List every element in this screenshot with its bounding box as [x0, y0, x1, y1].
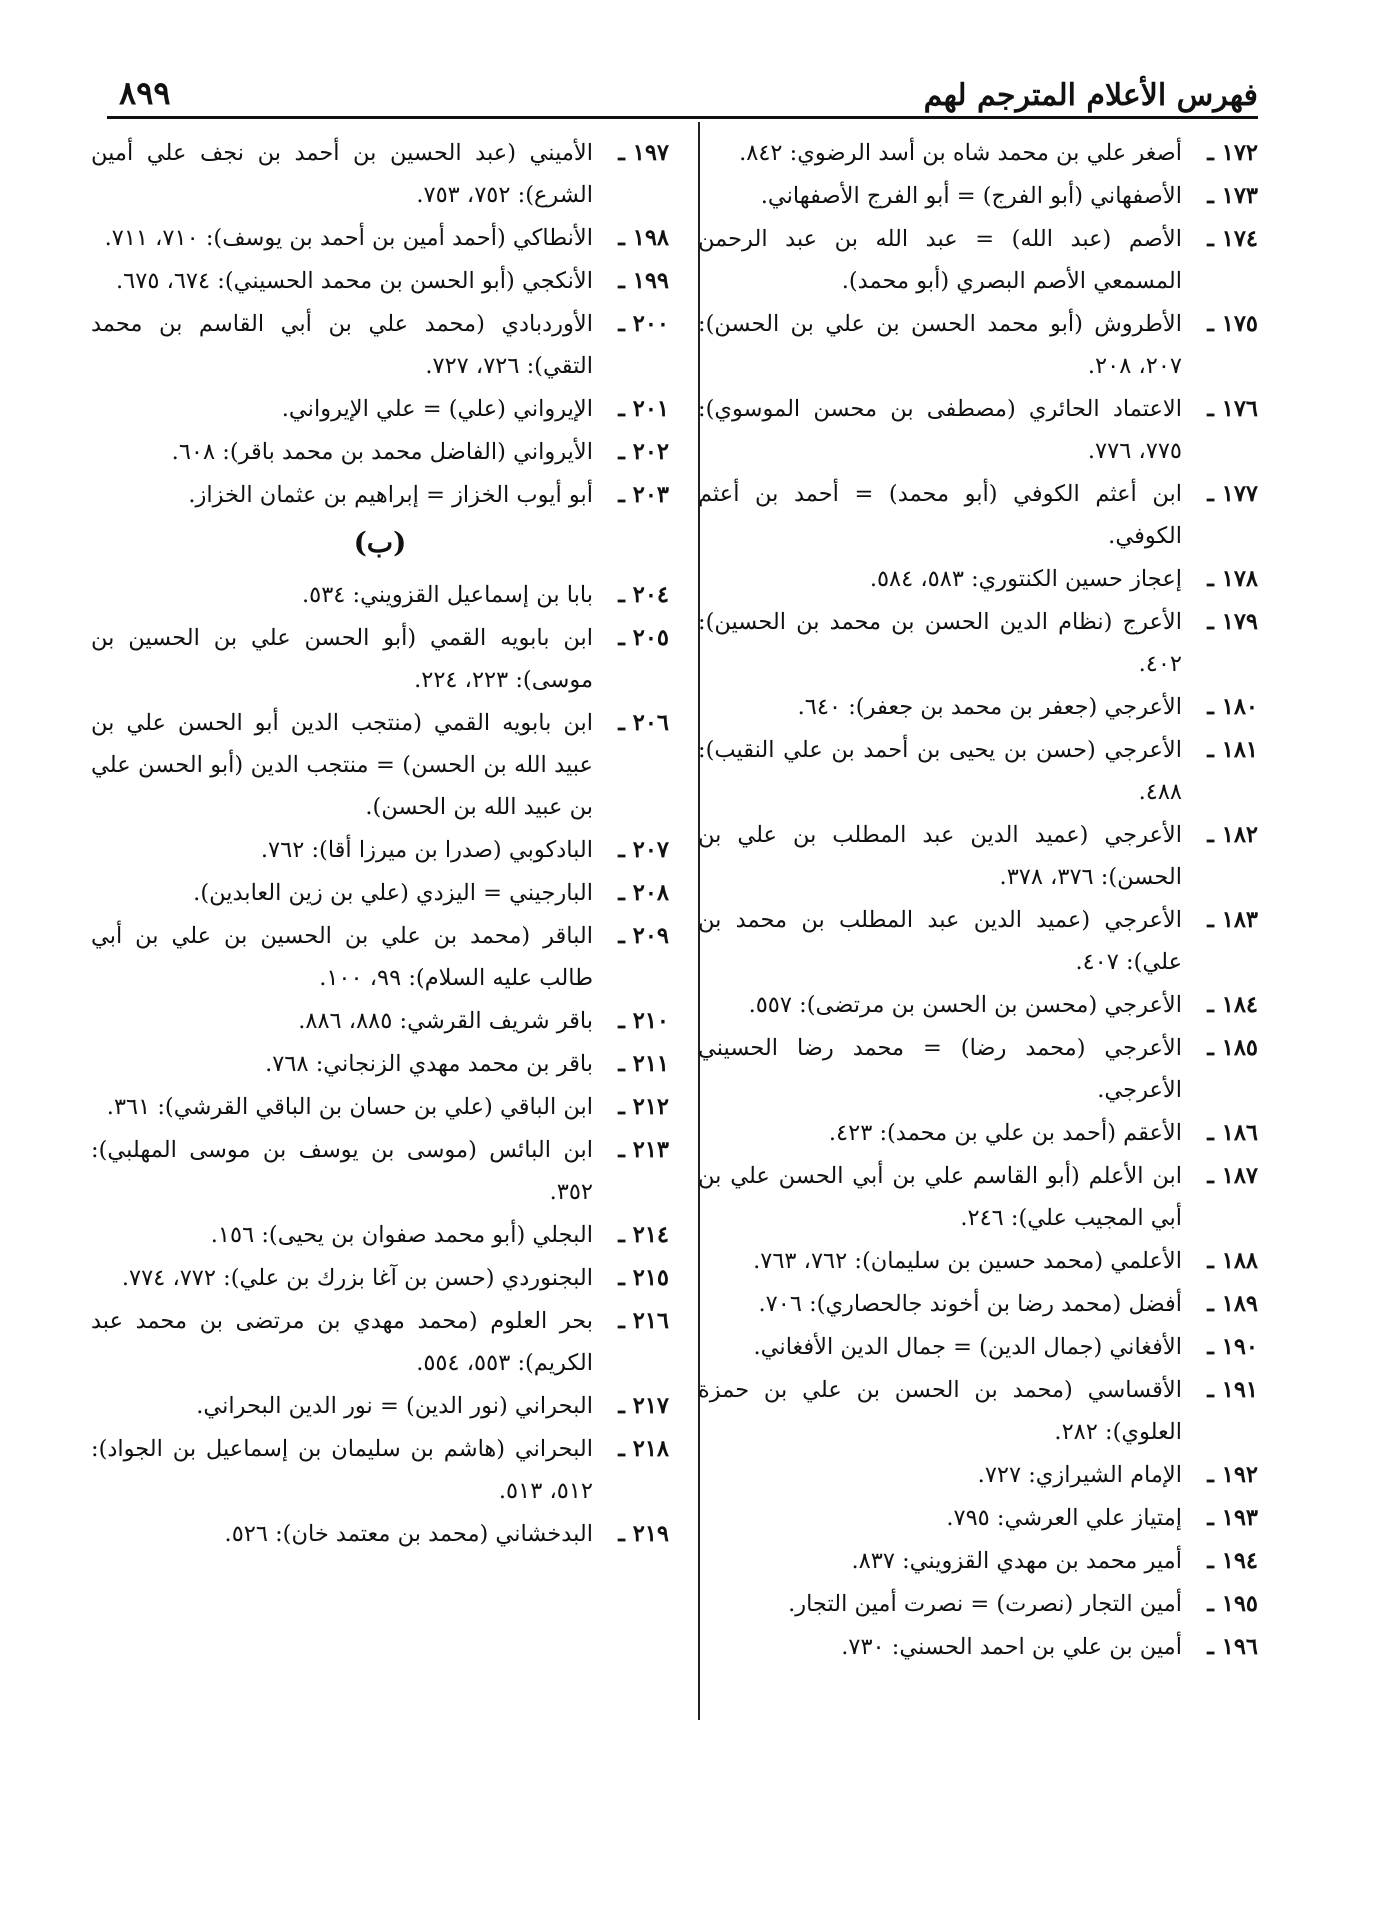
- entry-text: البادكوبي (صدرا بن ميرزا أقا): ٧٦٢.: [260, 837, 593, 863]
- entry-text: الأنكجي (أبو الحسن بن محمد الحسيني): ٦٧٤، ٦٧٥.: [116, 268, 593, 294]
- entry-text: الاعتماد الحائري (مصطفى بن محسن الموسوي): ٧٧٥، ٧٧٦.: [698, 396, 1182, 464]
- entry-text: الأقساسي (محمد بن الحسن بن علي بن حمزة العلوي): ٢٨٢.: [698, 1377, 1182, 1445]
- index-entry: [698, 814, 1258, 898]
- entry-number: ١٩٧ ـ: [618, 140, 669, 166]
- entry-text: البجنوردي (حسن بن آغا بزرك بن علي): ٧٧٢، ٧٧٤.: [121, 1265, 593, 1291]
- index-entry: [698, 132, 1258, 174]
- index-entry: [91, 1043, 669, 1085]
- entry-text: البارجيني = اليزدي (علي بن زين العابدين).: [193, 880, 593, 906]
- entry-number: ١٧٧ ـ: [1207, 481, 1258, 507]
- index-entry: [91, 1428, 669, 1512]
- entry-number: ٢١٠ ـ: [618, 1008, 669, 1034]
- entry-text: الباقر (محمد بن علي بن الحسين بن علي بن أبي طالب عليه السلام): ٩٩، ١٠٠.: [91, 923, 593, 991]
- entry-number: ٢٠٨ ـ: [618, 880, 669, 906]
- entry-number: ١٩٠ ـ: [1207, 1334, 1258, 1360]
- entry-number: ١٨٨ ـ: [1207, 1248, 1258, 1274]
- index-entry: [91, 915, 669, 999]
- entry-text: أصغر علي بن محمد شاه بن أسد الرضوي: ٨٤٢.: [739, 140, 1182, 166]
- entry-number: ١٨٤ ـ: [1207, 992, 1258, 1018]
- entry-number: ١٩٦ ـ: [1207, 1634, 1258, 1660]
- entry-number: ١٨٠ ـ: [1207, 694, 1258, 720]
- index-entry: [91, 1385, 669, 1427]
- entry-number: ١٨٩ ـ: [1207, 1291, 1258, 1317]
- right-column: [698, 132, 1258, 1669]
- index-entry: [698, 1155, 1258, 1239]
- entry-number: ١٩١ ـ: [1207, 1377, 1258, 1403]
- entry-number: ١٧٨ ـ: [1207, 566, 1258, 592]
- index-entry: [91, 1214, 669, 1256]
- entry-text: الأعرجي (محمد رضا) = محمد رضا الحسيني الأعرجي.: [698, 1035, 1182, 1103]
- entry-number: ١٧٥ ـ: [1207, 311, 1258, 337]
- entry-text: بابا بن إسماعيل القزويني: ٥٣٤.: [301, 582, 593, 608]
- entry-number: ٢١٦ ـ: [618, 1308, 669, 1334]
- entry-number: ٢١٨ ـ: [618, 1436, 669, 1462]
- entry-text: البدخشاني (محمد بن معتمد خان): ٥٢٦.: [224, 1521, 593, 1547]
- entry-number: ٢١٢ ـ: [618, 1094, 669, 1120]
- entry-number: ١٨٣ ـ: [1207, 907, 1258, 933]
- entry-text: أمير محمد بن مهدي القزويني: ٨٣٧.: [851, 1548, 1182, 1574]
- entry-text: الأوردبادي (محمد علي بن أبي القاسم بن محمد التقي): ٧٢٦، ٧٢٧.: [91, 311, 593, 379]
- entry-text: الأميني (عبد الحسين بن أحمد بن نجف علي أمين الشرع): ٧٥٢، ٧٥٣.: [91, 140, 593, 208]
- entry-text: باقر بن محمد مهدي الزنجاني: ٧٦٨.: [265, 1051, 593, 1077]
- index-entry: [698, 1454, 1258, 1496]
- entry-text: الأعرجي (حسن بن يحيى بن أحمد بن علي النقيب): ٤٨٨.: [698, 737, 1182, 805]
- index-entry: [698, 1583, 1258, 1625]
- index-entry: [91, 1257, 669, 1299]
- entry-text: أبو أيوب الخزاز = إبراهيم بن عثمان الخزاز.: [188, 482, 593, 508]
- index-entry: [91, 1513, 669, 1555]
- index-entry: [698, 388, 1258, 472]
- index-entry: [91, 617, 669, 701]
- entry-number: ١٩٨ ـ: [618, 225, 669, 251]
- entry-text: الأعرج (نظام الدين الحسن بن محمد بن الحسين): ٤٠٢.: [698, 609, 1182, 677]
- entry-number: ٢٠٤ ـ: [618, 582, 669, 608]
- entry-text: إعجاز حسين الكنتوري: ٥٨٣، ٥٨٤.: [869, 566, 1182, 592]
- entry-text: الأفغاني (جمال الدين) = جمال الدين الأفغاني.: [753, 1334, 1182, 1360]
- entry-number: ٢٠٣ ـ: [618, 482, 669, 508]
- index-entry: [698, 1112, 1258, 1154]
- entry-text: أمين بن علي بن احمد الحسني: ٧٣٠.: [841, 1634, 1182, 1660]
- index-entry: [698, 1540, 1258, 1582]
- index-entry: [698, 558, 1258, 600]
- left-column: [91, 132, 669, 1556]
- entry-text: أمين التجار (نصرت) = نصرت أمين التجار.: [788, 1591, 1182, 1617]
- entry-number: ١٧٩ ـ: [1207, 609, 1258, 635]
- left-column-bottom-entries: [91, 574, 669, 1555]
- entry-number: ١٧٣ ـ: [1207, 183, 1258, 209]
- index-entry: [698, 473, 1258, 557]
- index-entry: [91, 1000, 669, 1042]
- entry-number: ١٩٩ ـ: [618, 268, 669, 294]
- header-rule: [107, 116, 1258, 119]
- entry-number: ١٧٢ ـ: [1207, 140, 1258, 166]
- index-entry: [91, 431, 669, 473]
- index-entry: [698, 1240, 1258, 1282]
- index-entry: [91, 1300, 669, 1384]
- section-heading: (ب): [353, 526, 407, 559]
- entry-number: ٢٠٦ ـ: [618, 710, 669, 736]
- entry-number: ٢١٥ ـ: [618, 1265, 669, 1291]
- index-entry: [698, 303, 1258, 387]
- entry-number: ٢٠٢ ـ: [618, 439, 669, 465]
- entry-number: ٢٠٧ ـ: [618, 837, 669, 863]
- entry-number: ١٨٧ ـ: [1207, 1163, 1258, 1189]
- entry-text: الأصفهاني (أبو الفرج) = أبو الفرج الأصفهاني.: [760, 183, 1182, 209]
- entry-text: ابن بابويه القمي (منتجب الدين أبو الحسن علي بن عبيد الله بن الحسن) = منتجب الدين (أبو الحسن علي بن عبيد الله بن الحسن).: [91, 710, 593, 820]
- entry-number: ٢٠١ ـ: [618, 396, 669, 422]
- entry-number: ٢١٧ ـ: [618, 1393, 669, 1419]
- entry-number: ١٨١ ـ: [1207, 737, 1258, 763]
- entry-number: ١٧٤ ـ: [1207, 226, 1258, 252]
- index-entry: [91, 829, 669, 871]
- entry-text: ابن أعثم الكوفي (أبو محمد) = أحمد بن أعثم الكوفي.: [698, 481, 1182, 549]
- index-entry: [698, 1027, 1258, 1111]
- entry-text: ابن الأعلم (أبو القاسم علي بن أبي الحسن علي بن أبي المجيب علي): ٢٤٦.: [698, 1163, 1182, 1231]
- entry-number: ٢٠٥ ـ: [618, 625, 669, 651]
- entry-text: البحراني (نور الدين) = نور الدين البحراني.: [196, 1393, 593, 1419]
- index-entry: [91, 388, 669, 430]
- entry-number: ٢١٩ ـ: [618, 1521, 669, 1547]
- entry-text: إمتياز علي العرشي: ٧٩٥.: [946, 1505, 1182, 1531]
- entry-number: ٢١١ ـ: [618, 1051, 669, 1077]
- index-entry: [698, 1626, 1258, 1668]
- entry-number: ١٧٦ ـ: [1207, 396, 1258, 422]
- entry-number: ١٨٦ ـ: [1207, 1120, 1258, 1146]
- entry-number: ٢١٣ ـ: [618, 1137, 669, 1163]
- index-entry: [698, 686, 1258, 728]
- index-entry: [91, 574, 669, 616]
- index-entry: [91, 260, 669, 302]
- entry-number: ١٨٥ ـ: [1207, 1035, 1258, 1061]
- entry-text: ابن بابويه القمي (أبو الحسن علي بن الحسين بن موسى): ٢٢٣، ٢٢٤.: [91, 625, 593, 693]
- index-entry: [698, 899, 1258, 983]
- entry-text: أفضل (محمد رضا بن أخوند جالحصاري): ٧٠٦.: [758, 1291, 1182, 1317]
- index-entry: [698, 218, 1258, 302]
- entry-number: ٢١٤ ـ: [618, 1222, 669, 1248]
- index-entry: [698, 729, 1258, 813]
- entry-text: الأيرواني (الفاضل محمد بن محمد باقر): ٦٠٨.: [171, 439, 593, 465]
- entry-text: الإيرواني (علي) = علي الإيرواني.: [281, 396, 593, 422]
- entry-text: الأنطاكي (أحمد أمين بن أحمد بن يوسف): ٧١٠، ٧١١.: [104, 225, 593, 251]
- index-entry: [91, 872, 669, 914]
- entry-text: الأعرجي (جعفر بن محمد بن جعفر): ٦٤٠.: [797, 694, 1182, 720]
- index-entry: [91, 217, 669, 259]
- page-header: [107, 74, 1258, 118]
- index-entry: [91, 132, 669, 216]
- entry-text: الأعرجي (محسن بن الحسن بن مرتضى): ٥٥٧.: [748, 992, 1182, 1018]
- index-entry: [91, 303, 669, 387]
- index-entry: [698, 1326, 1258, 1368]
- entry-text: الأطروش (أبو محمد الحسن بن علي بن الحسن): ٢٠٧، ٢٠٨.: [698, 311, 1182, 379]
- index-entry: [91, 1086, 669, 1128]
- entry-text: الأعرجي (عميد الدين عبد المطلب بن علي بن الحسن): ٣٧٦، ٣٧٨.: [698, 822, 1182, 890]
- entry-text: الأعقم (أحمد بن علي بن محمد): ٤٢٣.: [828, 1120, 1182, 1146]
- entry-text: الأصم (عبد الله) = عبد الله بن عبد الرحمن المسمعي الأصم البصري (أبو محمد).: [698, 226, 1182, 294]
- index-entry: [91, 474, 669, 516]
- entry-text: الأعرجي (عميد الدين عبد المطلب بن محمد بن علي): ٤٠٧.: [698, 907, 1182, 975]
- entry-number: ٢٠٠ ـ: [618, 311, 669, 337]
- entry-number: ١٩٣ ـ: [1207, 1505, 1258, 1531]
- index-entry: [698, 984, 1258, 1026]
- entry-text: باقر شريف القرشي: ٨٨٥، ٨٨٦.: [298, 1008, 593, 1034]
- entry-number: ١٩٢ ـ: [1207, 1462, 1258, 1488]
- index-entry: [698, 1283, 1258, 1325]
- entry-text: الأعلمي (محمد حسين بن سليمان): ٧٦٢، ٧٦٣.: [753, 1248, 1182, 1274]
- index-entry: [698, 175, 1258, 217]
- entry-text: البجلي (أبو محمد صفوان بن يحيى): ١٥٦.: [210, 1222, 593, 1248]
- index-entry: [698, 601, 1258, 685]
- index-entry: [698, 1369, 1258, 1453]
- entry-number: ١٨٢ ـ: [1207, 822, 1258, 848]
- entry-number: ١٩٥ ـ: [1207, 1591, 1258, 1617]
- entry-text: البحراني (هاشم بن سليمان بن إسماعيل بن الجواد): ٥١٢، ٥١٣.: [91, 1436, 593, 1504]
- page-number: ٨٩٩: [119, 74, 171, 112]
- entry-text: ابن الباقي (علي بن حسان بن الباقي القرشي): ٣٦١.: [106, 1094, 593, 1120]
- index-entry: [698, 1497, 1258, 1539]
- entry-text: ابن البائس (موسى بن يوسف بن موسى المهلبي): ٣٥٢.: [91, 1137, 593, 1205]
- index-entry: [91, 702, 669, 828]
- index-entry: [91, 1129, 669, 1213]
- entry-text: الإمام الشيرازي: ٧٢٧.: [977, 1462, 1182, 1488]
- entry-number: ١٩٤ ـ: [1207, 1548, 1258, 1574]
- entry-number: ٢٠٩ ـ: [618, 923, 669, 949]
- page-title: فهرس الأعلام المترجم لهم: [923, 78, 1258, 113]
- entry-text: بحر العلوم (محمد مهدي بن مرتضى بن محمد عبد الكريم): ٥٥٣، ٥٥٤.: [91, 1308, 593, 1376]
- left-column-top-entries: [91, 132, 669, 516]
